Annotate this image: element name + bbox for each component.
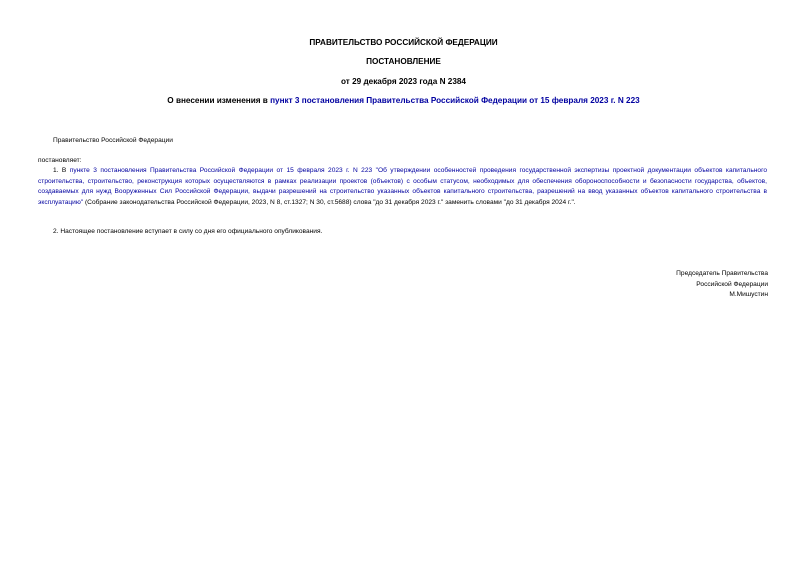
signature-title: Председатель Правительства: [676, 270, 768, 277]
paragraph-1-rest: (Собрание законодательства Российской Федерации, 2023, N 8, ст.1327; N 30, ст.5688) слова "до 31 декабря 2023 г." заменить словами "до 31 декабря 2024 г.".: [83, 198, 576, 206]
government-line: Правительство Российской Федерации: [53, 137, 173, 144]
signature-block: [676, 269, 768, 301]
signature-org: Российской Федерации: [696, 280, 768, 288]
document-type: ПОСТАНОВЛЕНИЕ: [366, 57, 441, 66]
paragraph-2: 2. Настоящее постановление вступает в силу со дня его официального опубликования.: [53, 228, 323, 235]
title-link[interactable]: пункт 3 постановления Правительства Российской Федерации от 15 февраля 2023 г. N 223: [270, 96, 640, 105]
paragraph-1-link[interactable]: пункте 3 постановления Правительства Российской Федерации от 15 февраля 2023 г. N 223 "Об утверждении особенностей проведения государственной экспертизы проектной документации объектов капитального строительства, строительство, реконструкция которых осуществляются в рамках реализации проектов (объектов) с особым статусом, необходимых для обеспечения обороноспособности и безопасности государства, объектов, создаваемых для нужд Вооруженных Сил Российской Федерации, выдачи разрешений на строительство указанных объектов капитального строительства, разрешений на ввод указанных объектов капитального строительства в эксплуатацию": [38, 167, 767, 206]
paragraph-1: [38, 166, 767, 208]
document-date-number: от 29 декабря 2023 года N 2384: [341, 77, 466, 86]
signature-name: М.Мишустин: [729, 291, 768, 299]
resolves-line: постановляет:: [38, 157, 82, 164]
issuing-authority: ПРАВИТЕЛЬСТВО РОССИЙСКОЙ ФЕДЕРАЦИИ: [309, 38, 498, 47]
paragraph-1-number: 1. В: [53, 167, 70, 174]
document-title: [0, 96, 807, 106]
title-prefix: О внесении изменения в: [167, 96, 271, 105]
